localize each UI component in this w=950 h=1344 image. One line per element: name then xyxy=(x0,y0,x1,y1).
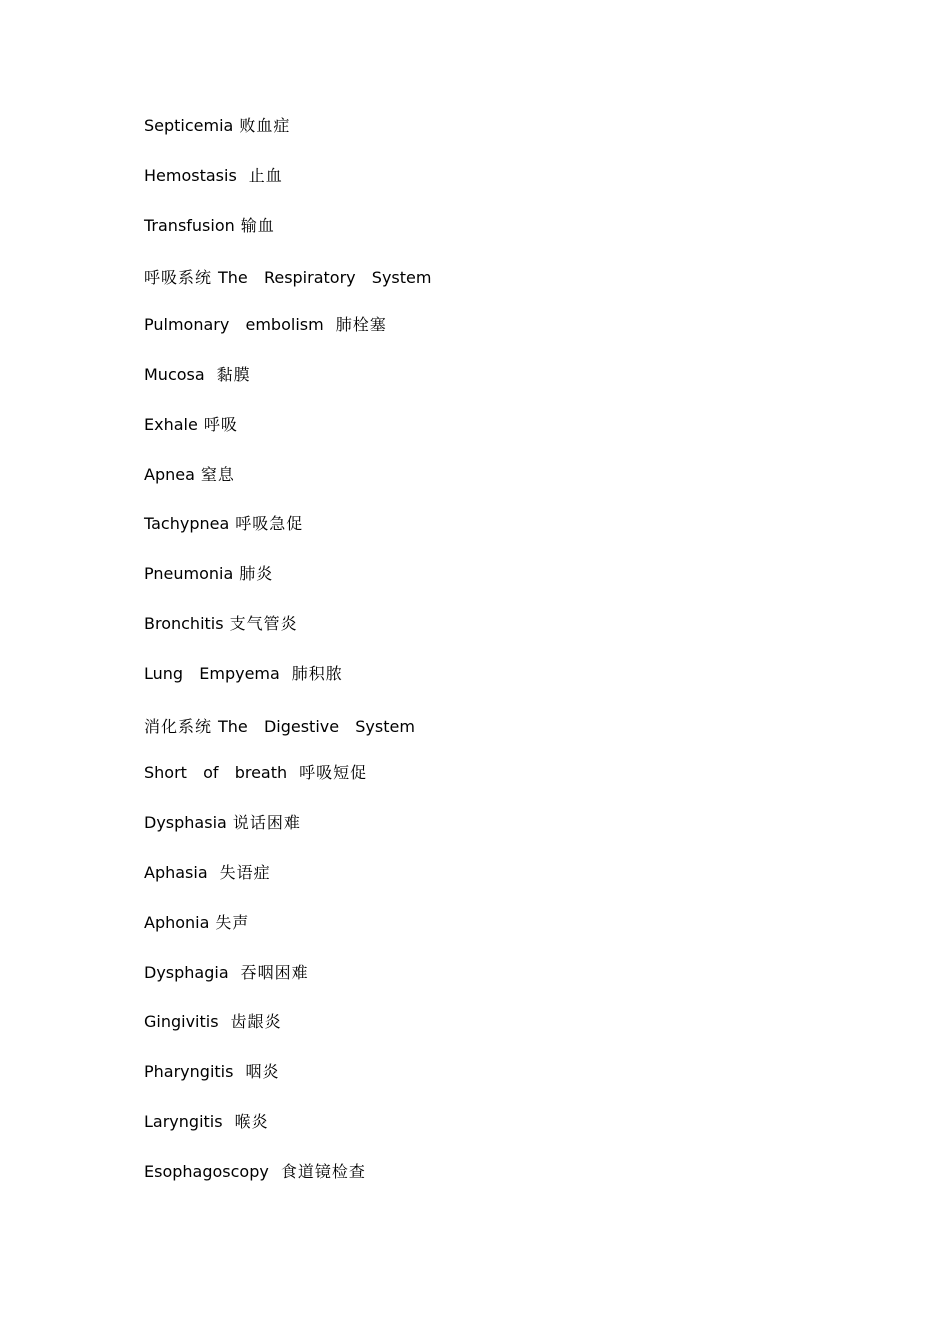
term-english: Gingivitis xyxy=(144,1012,219,1032)
term-chinese: 止血 xyxy=(248,165,283,185)
term-chinese: 窒息 xyxy=(200,464,235,484)
glossary-entry xyxy=(144,1110,844,1160)
term-english: Dysphasia xyxy=(144,813,227,833)
term-chinese: 肺积脓 xyxy=(291,663,343,683)
glossary-entry xyxy=(144,313,844,363)
section-heading-chinese: 呼吸系统 xyxy=(144,268,213,288)
term-english: Septicemia xyxy=(144,116,234,135)
glossary-entry xyxy=(144,512,844,562)
section-heading-english: The Digestive System xyxy=(218,716,415,736)
term-english: Dysphagia xyxy=(144,962,229,982)
glossary-entry xyxy=(144,811,844,861)
term-chinese: 齿龈炎 xyxy=(230,1012,282,1032)
term-chinese: 呼吸短促 xyxy=(299,763,368,783)
term-english: Tachypnea xyxy=(144,514,230,534)
glossary-entry xyxy=(144,1160,844,1210)
term-english: Lung Empyema xyxy=(144,663,280,683)
term-chinese: 黏膜 xyxy=(216,364,251,384)
term-english: Exhale xyxy=(144,414,198,434)
term-english: Pharyngitis xyxy=(144,1062,234,1082)
glossary-entry xyxy=(144,413,844,463)
term-chinese: 呼吸急促 xyxy=(235,514,304,534)
term-english: Transfusion xyxy=(144,215,235,235)
section-heading-chinese: 消化系统 xyxy=(144,716,213,736)
term-chinese: 肺栓塞 xyxy=(335,315,387,335)
glossary-entry xyxy=(144,363,844,413)
term-chinese: 失语症 xyxy=(219,862,271,882)
glossary-entry xyxy=(144,164,844,214)
term-english: Apnea xyxy=(144,464,195,484)
term-english: Esophagoscopy xyxy=(144,1161,269,1181)
section-heading-respiratory xyxy=(144,263,844,313)
term-chinese: 肺炎 xyxy=(239,564,274,584)
term-english: Aphasia xyxy=(144,862,208,882)
glossary-entry xyxy=(144,463,844,513)
term-chinese: 失声 xyxy=(215,912,250,932)
term-chinese: 喉炎 xyxy=(234,1111,269,1131)
glossary-entry xyxy=(144,911,844,961)
term-english: Aphonia xyxy=(144,912,210,932)
term-english: Short of breath xyxy=(144,763,288,783)
glossary-entry xyxy=(144,214,844,264)
section-heading-english: The Respiratory System xyxy=(218,268,432,288)
glossary-entry xyxy=(144,114,844,164)
glossary-entry xyxy=(144,662,844,712)
term-english: Pneumonia xyxy=(144,564,234,584)
term-english: Mucosa xyxy=(144,364,205,384)
glossary-entry xyxy=(144,1060,844,1110)
glossary-entry xyxy=(144,961,844,1011)
glossary-entry xyxy=(144,1010,844,1060)
term-chinese: 说话困难 xyxy=(232,813,301,833)
term-chinese: 呼吸 xyxy=(203,414,238,434)
term-english: Hemostasis xyxy=(144,165,237,185)
term-chinese: 输血 xyxy=(240,215,275,235)
term-english: Pulmonary embolism xyxy=(144,315,324,335)
glossary-entry xyxy=(144,612,844,662)
section-heading-digestive xyxy=(144,712,844,762)
term-chinese: 吞咽困难 xyxy=(240,962,309,982)
term-english: Laryngitis xyxy=(144,1111,223,1131)
term-chinese: 咽炎 xyxy=(245,1062,280,1082)
term-chinese: 支气管炎 xyxy=(229,613,298,633)
term-english: Bronchitis xyxy=(144,613,224,633)
term-chinese: 败血症 xyxy=(239,116,291,135)
glossary-list xyxy=(144,114,844,1210)
glossary-entry xyxy=(144,861,844,911)
glossary-entry xyxy=(144,761,844,811)
term-chinese: 食道镜检查 xyxy=(280,1161,366,1181)
glossary-entry xyxy=(144,562,844,612)
